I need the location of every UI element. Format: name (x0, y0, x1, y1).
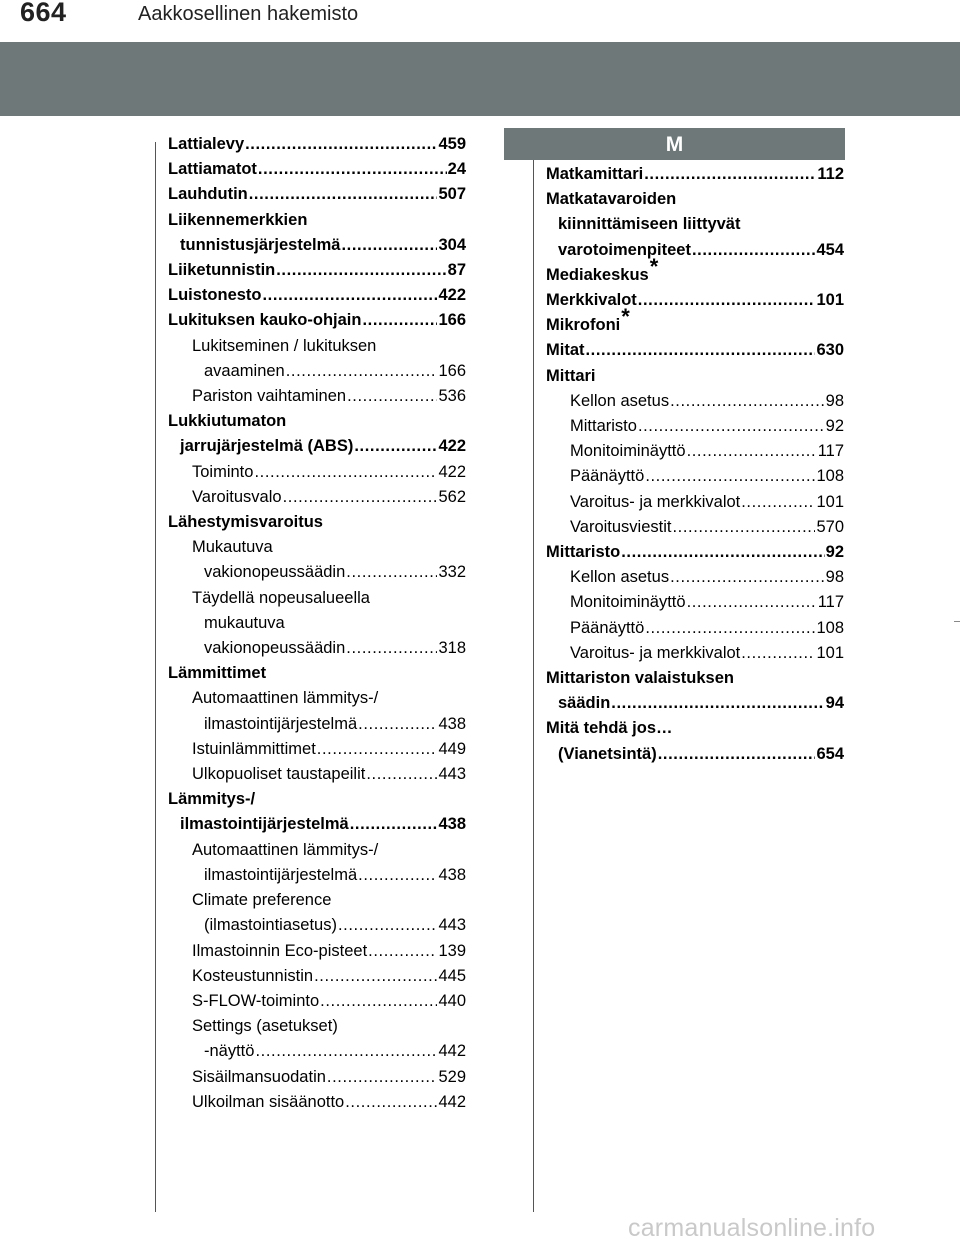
index-entry-page: 422 (438, 286, 466, 305)
column-divider-left (155, 142, 156, 1212)
index-entry-text: Liikennemerkkien (168, 210, 308, 229)
index-entry (546, 288, 844, 313)
index-entry (168, 283, 466, 308)
index-entry-text: tunnistusjärjestelmä (180, 235, 341, 254)
index-entry-text: (Vianetsintä) (558, 744, 657, 763)
index-entry-page: 92 (825, 417, 844, 436)
index-entry-text: Lämmittimet (168, 664, 267, 683)
index-entry (168, 233, 466, 258)
index-entry (546, 389, 844, 414)
dot-leader (263, 283, 438, 308)
index-entry-text: Automaattinen lämmitys-/ (192, 840, 379, 859)
index-entry (546, 162, 844, 187)
index-entry (168, 586, 466, 611)
index-entry-text: -näyttö (204, 1042, 255, 1061)
section-letter-heading: M (504, 128, 845, 160)
index-entry-text: mukautuva (204, 613, 285, 632)
dot-leader (346, 636, 437, 661)
index-entry-page: 139 (438, 941, 466, 960)
index-entry (546, 490, 844, 515)
index-entry (168, 359, 466, 384)
index-entry-page: 166 (438, 311, 466, 330)
index-entry (546, 716, 844, 741)
index-entry-page: 442 (438, 1042, 466, 1061)
dot-leader (345, 1090, 437, 1115)
index-entry-page: 443 (438, 765, 466, 784)
dot-leader (358, 712, 437, 737)
index-entry-text: Ulkoilman sisäänotto (192, 1092, 345, 1111)
index-entry-page: 630 (816, 341, 844, 360)
page-header (0, 0, 960, 34)
index-entry-text: Päänäyttö (570, 467, 645, 486)
index-entry-text: ilmastointijärjestelmä (204, 865, 358, 884)
index-entry (168, 157, 466, 182)
index-entry-page: 87 (447, 261, 466, 280)
index-entry (168, 1065, 466, 1090)
index-entry-text: Mittariston valaistuksen (546, 669, 734, 688)
dot-leader (283, 485, 438, 510)
index-entry-page: 92 (825, 543, 844, 562)
dot-leader (255, 1039, 437, 1064)
index-entry-text: Kellon asetus (570, 391, 670, 410)
dot-leader (672, 515, 815, 540)
index-entry-text: Täydellä nopeusalueella (192, 588, 370, 607)
dot-leader (586, 338, 816, 363)
index-entry-text: Lattialevy (168, 135, 245, 153)
index-entry-page: 454 (816, 240, 844, 259)
index-entry-text: avaaminen (204, 361, 285, 380)
index-entry-text: vakionopeussäädin (204, 639, 346, 658)
header-band (0, 42, 960, 116)
index-entry-page: 332 (438, 563, 466, 582)
index-entry (168, 636, 466, 661)
index-entry-text: vakionopeussäädin (204, 563, 346, 582)
dot-leader (638, 288, 816, 313)
index-entry (168, 838, 466, 863)
dot-leader (354, 434, 437, 459)
index-entry (546, 338, 844, 363)
index-entry-page: 117 (817, 442, 844, 461)
dot-leader (341, 233, 437, 258)
index-entry (546, 439, 844, 464)
index-entry (546, 641, 844, 666)
index-entry-page: 562 (438, 487, 466, 506)
index-entry (168, 308, 466, 333)
index-entry-text: Lattiamatot (168, 160, 257, 179)
index-entry (546, 364, 844, 389)
dot-leader (338, 913, 438, 938)
footnote-asterisk: * (621, 304, 630, 330)
index-entry-page: 445 (438, 966, 466, 985)
index-entry-text: Päänäyttö (570, 618, 645, 637)
index-entry-text: Mikrofoni (546, 316, 621, 335)
index-entry-text: Varoitusvalo (192, 487, 282, 506)
dot-leader (645, 616, 815, 641)
index-entry-page: 98 (825, 568, 844, 587)
dot-leader (687, 439, 817, 464)
index-entry-page: 449 (438, 739, 466, 758)
index-entry (168, 964, 466, 989)
index-entry-page: 438 (438, 865, 466, 884)
index-entry (168, 1014, 466, 1039)
index-entry-text: kiinnittämiseen liittyvät (558, 215, 741, 234)
index-entry-text: Mitä tehdä jos… (546, 719, 673, 738)
dot-leader (254, 460, 437, 485)
index-entry (168, 510, 466, 535)
index-entry (168, 1090, 466, 1115)
index-entry-text: Sisäilmansuodatin (192, 1067, 326, 1086)
index-entry-page: 443 (438, 916, 466, 935)
index-entry (546, 187, 844, 212)
page-number: 664 (20, 0, 67, 27)
index-entry (168, 888, 466, 913)
index-entry (546, 253, 844, 288)
dot-leader (320, 989, 437, 1014)
index-entry-text: Luistonesto (168, 286, 262, 305)
index-entry (168, 1039, 466, 1064)
index-entry (168, 384, 466, 409)
dot-leader (258, 157, 447, 182)
index-entry-page: 438 (438, 714, 466, 733)
index-entry-page: 108 (816, 618, 844, 637)
index-entry-text: Toiminto (192, 462, 254, 481)
dot-leader (346, 560, 437, 585)
index-entry-page: 94 (825, 694, 844, 713)
index-entry (168, 787, 466, 812)
index-entry (168, 812, 466, 837)
dot-leader (741, 641, 815, 666)
index-entry-page: 304 (438, 235, 466, 254)
index-entry (168, 712, 466, 737)
index-entry-page: 422 (438, 462, 466, 481)
index-entry-page: 108 (816, 467, 844, 486)
index-entry (168, 409, 466, 434)
index-entry-text: Mediakeskus (546, 265, 649, 284)
index-entry-text: Lämmitys-/ (168, 790, 256, 809)
index-entry-text: Lukkiutumaton (168, 412, 287, 431)
index-entry-page: 507 (438, 185, 466, 204)
index-entry-page: 101 (816, 643, 844, 662)
dot-leader (366, 762, 437, 787)
index-entry-text: (ilmastointiasetus) (204, 916, 337, 935)
dot-leader (670, 389, 825, 414)
footnote-asterisk: * (649, 253, 659, 279)
dot-leader (368, 939, 437, 964)
index-entry-text: Lukitseminen / lukituksen (192, 336, 377, 355)
index-entry-text: Mitat (546, 341, 585, 360)
dot-leader (670, 565, 825, 590)
index-entry (168, 434, 466, 459)
index-entry-page: 529 (438, 1067, 466, 1086)
dot-leader (358, 863, 437, 888)
dot-leader (245, 132, 437, 157)
index-entry (168, 460, 466, 485)
index-entry-text: Varoitus- ja merkkivalot (570, 643, 741, 662)
index-entry (168, 334, 466, 359)
index-entry-text: Settings (asetukset) (192, 1017, 338, 1036)
index-entry-text: Kellon asetus (570, 568, 670, 587)
index-entry (546, 565, 844, 590)
index-entry-text: Lauhdutin (168, 185, 248, 204)
index-entry-text: säädin (558, 694, 611, 713)
index-entry (546, 590, 844, 615)
index-entry-text: Matkamittari (546, 165, 644, 183)
index-entry-text: ilmastointijärjestelmä (180, 815, 349, 834)
index-entry (168, 611, 466, 636)
dot-leader (362, 308, 437, 333)
index-entry-text: Merkkivalot (546, 291, 637, 310)
dot-leader (644, 162, 816, 187)
index-entry (168, 989, 466, 1014)
dot-leader (286, 359, 438, 384)
page-title: Aakkosellinen hakemisto (138, 3, 359, 25)
index-entry-page: 459 (438, 135, 466, 153)
index-entry (168, 535, 466, 560)
index-entry-text: Monitoiminäyttö (570, 593, 686, 612)
index-entry-text: Varoitusviestit (570, 517, 672, 536)
index-entry-page: 318 (438, 639, 466, 658)
dot-leader (638, 414, 825, 439)
index-entry-page: 117 (817, 593, 844, 612)
dot-leader (645, 464, 815, 489)
index-entry (546, 464, 844, 489)
index-entry-text: Automaattinen lämmitys-/ (192, 689, 379, 708)
index-entry (546, 540, 844, 565)
dot-leader (317, 737, 438, 762)
index-entry-text: Istuinlämmittimet (192, 739, 316, 758)
index-entry (546, 238, 844, 263)
index-entry-page: 438 (438, 815, 466, 834)
index-entry-text: Pariston vaihtaminen (192, 387, 347, 406)
watermark: carmanualsonline.info (628, 1214, 876, 1242)
dot-leader (687, 590, 817, 615)
index-entry (546, 414, 844, 439)
index-entry (546, 515, 844, 540)
index-entry-text: Matkatavaroiden (546, 190, 677, 209)
index-entry (546, 212, 844, 237)
index-entry-page: 101 (816, 291, 844, 310)
index-entry-page: 570 (816, 517, 844, 536)
dot-leader (327, 1065, 438, 1090)
index-entry-text: Climate preference (192, 891, 332, 910)
index-entry-text: Lähestymisvaroitus (168, 513, 323, 532)
index-entry (168, 913, 466, 938)
index-entry-page: 166 (438, 361, 466, 380)
index-entry (168, 863, 466, 888)
index-entry-text: Mittari (546, 366, 596, 385)
column-divider-middle (533, 160, 534, 1212)
index-entry (168, 686, 466, 711)
margin-mark (954, 621, 960, 622)
index-entry (168, 182, 466, 207)
index-entry-text: Lukituksen kauko-ohjain (168, 311, 362, 330)
dot-leader (350, 812, 438, 837)
index-entry-page: 536 (438, 387, 466, 406)
index-entry-page: 101 (816, 492, 844, 511)
index-entry-page: 442 (438, 1092, 466, 1111)
index-entry-page: 98 (825, 391, 844, 410)
index-entry (168, 661, 466, 686)
index-entry (546, 691, 844, 716)
index-entry-text: Mukautuva (192, 538, 273, 557)
dot-leader (621, 540, 824, 565)
index-entry (168, 208, 466, 233)
index-entry (546, 742, 844, 767)
index-entry (168, 939, 466, 964)
index-entry-page: 440 (438, 991, 466, 1010)
index-entry (546, 666, 844, 691)
index-entry-text: S-FLOW-toiminto (192, 991, 320, 1010)
dot-leader (314, 964, 437, 989)
index-entry-text: Liiketunnistin (168, 261, 276, 280)
dot-leader (611, 691, 824, 716)
index-entry-text: jarrujärjestelmä (ABS) (180, 437, 354, 456)
index-entry-text: Mittaristo (546, 543, 621, 562)
index-entry (546, 304, 844, 338)
index-entry-text: ilmastointijärjestelmä (204, 714, 358, 733)
index-entry (168, 762, 466, 787)
index-column-right (546, 162, 844, 767)
index-entry-page: 112 (817, 165, 844, 183)
dot-leader (347, 384, 437, 409)
index-entry (168, 258, 466, 283)
index-entry-text: Ilmastoinnin Eco-pisteet (192, 941, 368, 960)
index-entry-text: Varoitus- ja merkkivalot (570, 492, 741, 511)
index-entry-text: Ulkopuoliset taustapeilit (192, 765, 366, 784)
dot-leader (658, 742, 816, 767)
index-column-left (168, 132, 466, 1115)
index-entry-text: Monitoiminäyttö (570, 442, 686, 461)
index-entry (546, 616, 844, 641)
index-entry-text: varotoimenpiteet (558, 240, 691, 259)
dot-leader (692, 238, 816, 263)
index-entry-text: Kosteustunnistin (192, 966, 314, 985)
index-entry (168, 737, 466, 762)
index-entry-page: 422 (438, 437, 466, 456)
dot-leader (249, 182, 438, 207)
index-entry-page: 654 (816, 744, 844, 763)
index-entry-text: Mittaristo (570, 417, 637, 436)
index-entry (168, 485, 466, 510)
dot-leader (276, 258, 446, 283)
index-entry (168, 560, 466, 585)
index-entry (168, 132, 466, 157)
dot-leader (741, 490, 815, 515)
index-entry-page: 24 (447, 160, 466, 179)
